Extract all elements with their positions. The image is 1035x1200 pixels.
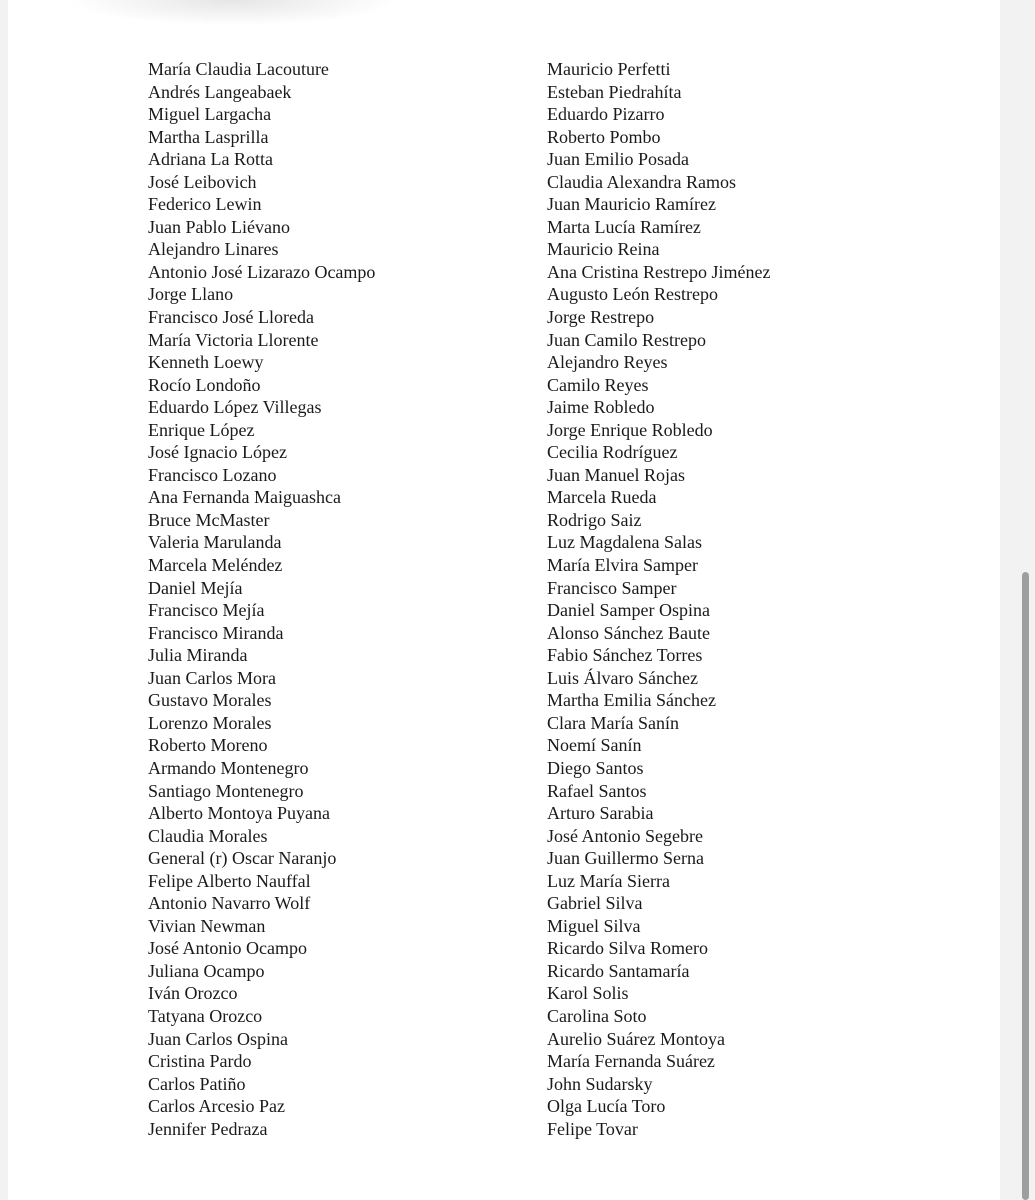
name-entry: Kenneth Loewy [148, 352, 264, 373]
name-entry: Luis Álvaro Sánchez [547, 667, 698, 688]
name-entry: Juan Manuel Rojas [547, 464, 685, 485]
name-entry: Alonso Sánchez Baute [547, 622, 710, 643]
name-entry: Roberto Moreno [148, 735, 268, 756]
name-entry: Daniel Mejía [148, 577, 243, 598]
name-entry: Felipe Alberto Nauffal [148, 870, 311, 891]
name-entry: Gabriel Silva [547, 893, 643, 914]
name-entry: Cristina Pardo [148, 1051, 252, 1072]
name-entry: Francisco Mejía [148, 600, 265, 621]
names-left-column [148, 58, 375, 1140]
name-entry: Alejandro Linares [148, 239, 279, 260]
name-entry: Francisco Samper [547, 577, 677, 598]
name-entry: Jorge Restrepo [547, 307, 655, 328]
name-entry: Camilo Reyes [547, 374, 649, 395]
name-entry: Martha Lasprilla [148, 126, 269, 147]
name-entry: Armando Montenegro [148, 757, 309, 778]
name-entry: Lorenzo Morales [148, 712, 272, 733]
vertical-scrollbar[interactable] [1019, 0, 1031, 1200]
name-entry: Juan Emilio Posada [547, 149, 689, 170]
name-entry: Felipe Tovar [547, 1118, 638, 1139]
name-entry: Jorge Llano [148, 284, 234, 305]
name-entry: José Ignacio López [148, 442, 287, 463]
scrollbar-thumb[interactable] [1022, 572, 1029, 1200]
name-entry: John Sudarsky [547, 1073, 653, 1094]
name-entry: Ana Fernanda Maiguashca [148, 487, 341, 508]
name-entry: Carlos Arcesio Paz [148, 1096, 285, 1117]
name-entry: Valeria Marulanda [148, 532, 282, 553]
name-entry: Juan Pablo Liévano [148, 216, 290, 237]
name-entry: Vivian Newman [148, 915, 266, 936]
name-entry: Aurelio Suárez Montoya [547, 1028, 725, 1049]
name-entry: Luz María Sierra [547, 870, 670, 891]
name-entry: Santiago Montenegro [148, 780, 304, 801]
name-entry: Rafael Santos [547, 780, 647, 801]
name-entry: Olga Lucía Toro [547, 1096, 666, 1117]
name-entry: Claudia Morales [148, 825, 268, 846]
name-entry: Luz Magdalena Salas [547, 532, 702, 553]
name-entry: Alberto Montoya Puyana [148, 803, 330, 824]
name-entry: Juan Camilo Restrepo [547, 329, 706, 350]
name-entry: Fabio Sánchez Torres [547, 645, 703, 666]
page-top-shadow [68, 0, 398, 26]
name-entry: María Fernanda Suárez [547, 1051, 715, 1072]
name-entry: Francisco José Lloreda [148, 307, 314, 328]
name-entry: Jorge Enrique Robledo [547, 419, 713, 440]
name-entry: Antonio Navarro Wolf [148, 893, 311, 914]
name-entry: Iván Orozco [148, 983, 238, 1004]
name-entry: Ricardo Santamaría [547, 960, 690, 981]
name-entry: Esteban Piedrahíta [547, 81, 682, 102]
name-entry: Carlos Patiño [148, 1073, 246, 1094]
name-entry: Adriana La Rotta [148, 149, 273, 170]
name-entry: Roberto Pombo [547, 126, 661, 147]
names-right-column [547, 58, 770, 1140]
name-entry: Federico Lewin [148, 194, 262, 215]
name-entry: Miguel Largacha [148, 104, 272, 125]
name-entry: Rodrigo Saiz [547, 509, 642, 530]
name-entry: Enrique López [148, 419, 255, 440]
name-entry: General (r) Oscar Naranjo [148, 848, 337, 869]
name-entry: María Victoria Llorente [148, 329, 319, 350]
document-page [8, 0, 1000, 1200]
name-entry: Daniel Samper Ospina [547, 600, 710, 621]
name-entry: Jennifer Pedraza [148, 1118, 268, 1139]
name-entry: Cecilia Rodríguez [547, 442, 678, 463]
name-entry: Ana Cristina Restrepo Jiménez [547, 261, 771, 282]
name-entry: Marcela Meléndez [148, 555, 283, 576]
name-entry: Eduardo Pizarro [547, 104, 665, 125]
name-entry: Francisco Lozano [148, 464, 277, 485]
name-entry: Jaime Robledo [547, 397, 655, 418]
name-entry: Andrés Langeabaek [148, 81, 292, 102]
name-entry: Mauricio Perfetti [547, 59, 671, 79]
name-entry: Juliana Ocampo [148, 960, 265, 981]
name-entry: Eduardo López Villegas [148, 397, 322, 418]
name-entry: Juan Carlos Mora [148, 667, 276, 688]
name-entry: Julia Miranda [148, 645, 248, 666]
name-entry: Gustavo Morales [148, 690, 272, 711]
name-entry: Alejandro Reyes [547, 352, 668, 373]
name-entry: Augusto León Restrepo [547, 284, 718, 305]
name-entry: Mauricio Reina [547, 239, 660, 260]
name-entry: Carolina Soto [547, 1005, 647, 1026]
name-entry: Juan Guillermo Serna [547, 848, 704, 869]
name-entry: María Elvira Samper [547, 555, 698, 576]
name-entry: Arturo Sarabia [547, 803, 654, 824]
name-entry: José Leibovich [148, 171, 257, 192]
name-entry: Bruce McMaster [148, 509, 270, 530]
name-entry: José Antonio Segebre [547, 825, 703, 846]
name-entry: Juan Carlos Ospina [148, 1028, 288, 1049]
name-entry: José Antonio Ocampo [148, 938, 307, 959]
name-entry: Rocío Londoño [148, 374, 261, 395]
name-entry: Juan Mauricio Ramírez [547, 194, 716, 215]
name-entry: Francisco Miranda [148, 622, 284, 643]
name-entry: Clara María Sanín [547, 712, 679, 733]
name-entry: Marta Lucía Ramírez [547, 216, 701, 237]
name-entry: Diego Santos [547, 757, 644, 778]
name-entry: Marcela Rueda [547, 487, 657, 508]
name-entry: Ricardo Silva Romero [547, 938, 708, 959]
name-entry: Antonio José Lizarazo Ocampo [148, 261, 376, 282]
name-entry: Tatyana Orozco [148, 1005, 263, 1026]
name-entry: Noemí Sanín [547, 735, 642, 756]
name-entry: Claudia Alexandra Ramos [547, 171, 736, 192]
name-entry: Miguel Silva [547, 915, 641, 936]
name-entry: Martha Emilia Sánchez [547, 690, 716, 711]
name-entry: Karol Solis [547, 983, 629, 1004]
name-entry: María Claudia Lacouture [148, 59, 329, 79]
